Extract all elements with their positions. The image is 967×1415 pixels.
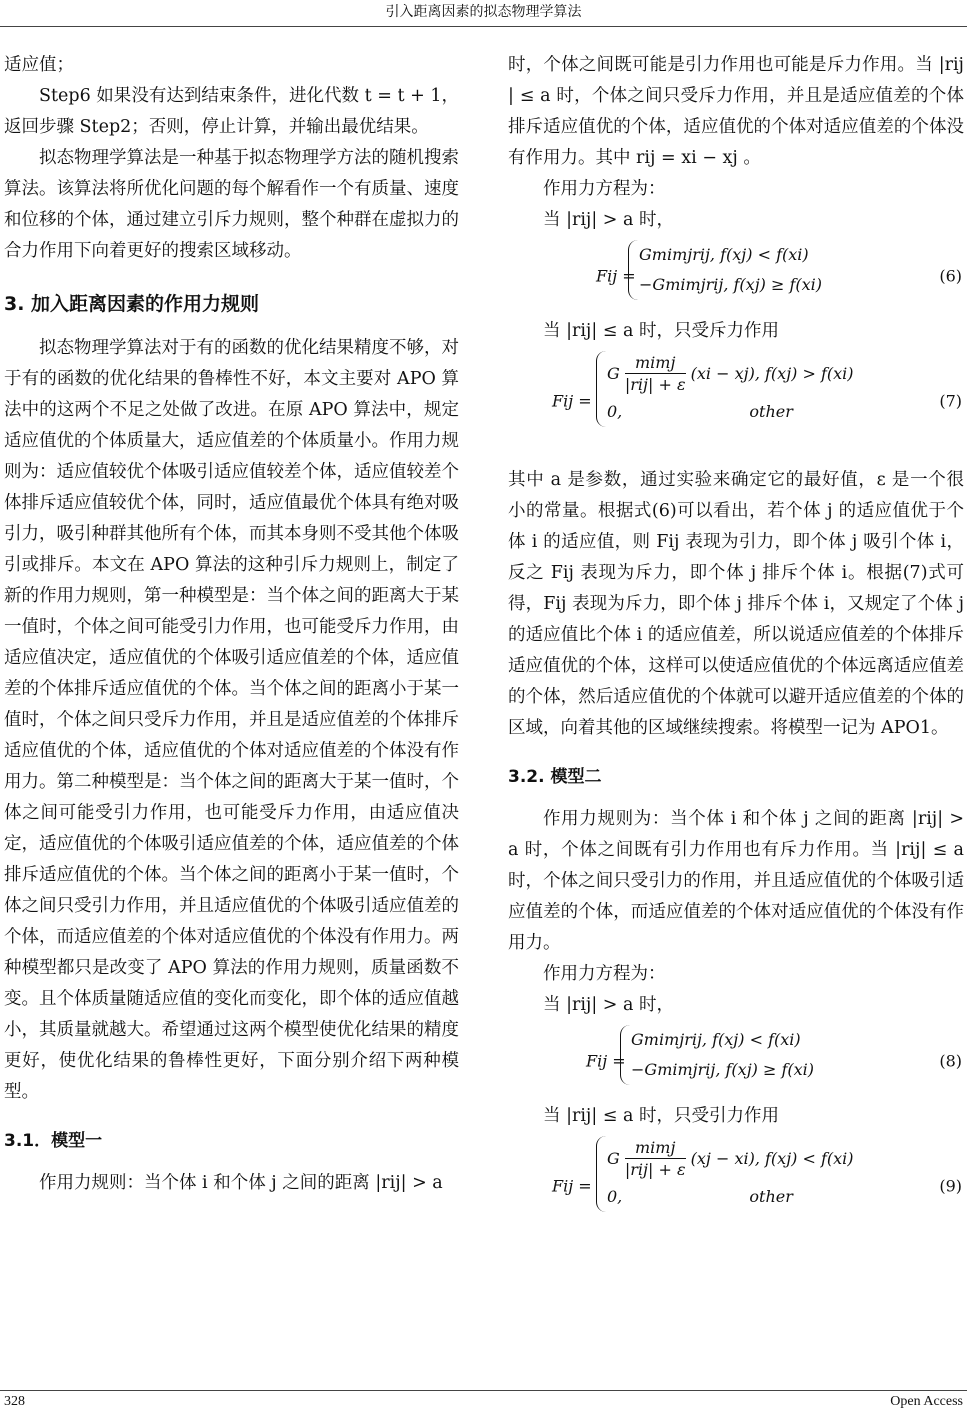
equation-cases (628, 240, 964, 300)
condition-line: 当 |rij| ≤ a 时，只受斥力作用 (543, 321, 780, 341)
condition-line: 当 |rij| > a 时， (543, 995, 675, 1015)
equation-7 (508, 351, 964, 451)
equation-case: Gmimjrij, f(xj) < f(xi) (631, 1030, 801, 1049)
equation-lhs: Fij = (586, 1051, 626, 1071)
condition-line: 当 |rij| > a 时， (543, 210, 675, 230)
equation-case (607, 351, 964, 397)
page-number: 328 (4, 1394, 25, 1409)
fraction-numerator: mimj (625, 353, 686, 374)
paragraph: 作用力规则为：当个体 i 和个体 j 之间的距离 |rij| > a 时，个体之间既有引力作用也有斥力作用。当 |rij| ≤ a 时，个体之间只受引力的作用，并且适应值优的个体吸引适应值差的个体，而适应值差的个体对适应值优的个体没有作用力。 (508, 809, 964, 953)
equation-case: −Gmimjrij, f(xj) ≥ f(xi) (639, 275, 823, 294)
equation-number: (7) (939, 391, 962, 411)
equation-9 (508, 1136, 964, 1236)
running-title: 引入距离因素的拟态物理学算法 (0, 0, 967, 27)
equation-coef: G (607, 1149, 620, 1168)
equation-number: (8) (939, 1051, 962, 1071)
fraction-denominator: |rij| + ε (624, 1160, 686, 1179)
equation-8 (508, 1025, 964, 1097)
paragraph: Step6 如果没有达到结束条件，进化代数 t = t + 1，返回步骤 Step2；否则，停止计算，并输出最优结果。 (4, 86, 459, 137)
equation-coef: G (607, 364, 620, 383)
fraction (625, 1138, 686, 1181)
equation-number: (6) (939, 266, 962, 286)
equation-factor: (xi − xj), f(xj) > f(xi) (690, 364, 854, 383)
subsection-heading: 3.2. 模型二 (508, 767, 602, 787)
equation-cases (620, 1025, 964, 1085)
paragraph: 适应值； (4, 55, 74, 75)
equation-cases (596, 351, 964, 427)
equation-lhs: Fij = (596, 266, 636, 286)
journal-label: Open Access (890, 1394, 963, 1409)
fraction (625, 353, 686, 396)
section-heading: 3. 加入距离因素的作用力规则 (4, 293, 260, 315)
equation-cases (596, 1136, 964, 1212)
equation-lhs: Fij = (552, 1176, 592, 1196)
paragraph: 拟态物理学算法是一种基于拟态物理学方法的随机搜索算法。该算法将所优化问题的每个解看作一个有质量、速度和位移的个体，通过建立引斥力规则，整个种群在虚拟力的合力作用下向着更好的搜索区域移动。 (4, 148, 459, 261)
paragraph: 作用力方程为： (543, 179, 666, 199)
paragraph: 作用力规则：当个体 i 和个体 j 之间的距离 |rij| > a (39, 1173, 443, 1193)
condition-line: 当 |rij| ≤ a 时，只受引力作用 (543, 1106, 780, 1126)
equation-case: 0, other (607, 402, 793, 421)
fraction-numerator: mimj (625, 1138, 686, 1159)
equation-case (607, 1136, 964, 1182)
page-footer (0, 1390, 967, 1415)
equation-case: −Gmimjrij, f(xj) ≥ f(xi) (631, 1060, 815, 1079)
subsection-heading: 3.1．模型一 (4, 1131, 103, 1151)
equation-lhs: Fij = (552, 391, 592, 411)
fraction-denominator: |rij| + ε (624, 375, 686, 394)
equation-case: Gmimjrij, f(xj) < f(xi) (639, 245, 809, 264)
right-column (508, 50, 964, 1240)
paragraph: 作用力方程为： (543, 964, 666, 984)
equation-6 (508, 240, 964, 312)
left-column (4, 50, 459, 1199)
equation-case: 0, other (607, 1187, 793, 1206)
paragraph: 其中 a 是参数，通过实验来确定它的最好值，ε 是一个很小的常量。根据式(6)可以看出，若个体 j 的适应值优于个体 i 的适应值，则 Fij 表现为引力，即个体 j 吸引个体 i，反之 Fij 表现为斥力，即个体 j 排斥个体 i。根据(7)式可得，Fij 表现为斥力，即个体 j 排斥个体 i，又规定了个体 j 的适应值比个体 i 的适应值差，所以说适应值差的个体排斥适应值优的个体，这样可以使适应值优的个体远离适应值差的个体，然后适应值优的个体就可以避开适应值差的个体的区域，向着其他的区域继续搜索。将模型一记为 APO1。 (508, 470, 964, 738)
paragraph: 时，个体之间既可能是引力作用也可能是斥力作用。当 |rij| ≤ a 时，个体之间只受斥力作用，并且是适应值差的个体排斥适应值优的个体，适应值优的个体对适应值差的个体没有作用力。其中 rij = xi − xj 。 (508, 55, 964, 168)
paragraph: 拟态物理学算法对于有的函数的优化结果精度不够，对于有的函数的优化结果的鲁棒性不好，本文主要对 APO 算法中的这两个不足之处做了改进。在原 APO 算法中，规定适应值优的个体质量大，适应值差的个体质量小。作用力规则为：适应值较优个体吸引适应值较差个体，适应值较差个体排斥适应值较优个体，同时，适应值最优个体具有绝对吸引力，吸引种群其他所有个体，而其本身则不受其他个体吸引或排斥。本文在 APO 算法的这种引斥力规则上，制定了新的作用力规则，第一种模型是：当个体之间的距离大于某一值时，个体之间可能受引力作用，也可能受斥力作用，由适应值决定，适应值优的个体吸引适应值差的个体，适应值差的个体排斥适应值优的个体。当个体之间的距离小于某一值时，个体之间只受斥力作用，并且是适应值差的个体排斥适应值优的个体，适应值优的个体对适应值差的个体没有作用力。第二种模型是：当个体之间的距离大于某一值时，个体之间可能受引力作用，也可能受斥力作用，由适应值决定，适应值优的个体吸引适应值差的个体，适应值差的个体排斥适应值优的个体。当个体之间的距离小于某一值时，个体之间只受引力作用，并且适应值优的个体吸引适应值差的个体，而适应值差的个体对适应值优的个体没有作用力。两种模型都只是改变了 APO 算法的作用力规则，质量函数不变。且个体质量随适应值的变化而变化，即个体的适应值越小，其质量就越大。希望通过这两个模型使优化结果的精度更好，使优化结果的鲁棒性更好，下面分别介绍下两种模型。 (4, 338, 459, 1102)
equation-factor: (xj − xi), f(xj) < f(xi) (690, 1149, 854, 1168)
equation-number: (9) (939, 1176, 962, 1196)
